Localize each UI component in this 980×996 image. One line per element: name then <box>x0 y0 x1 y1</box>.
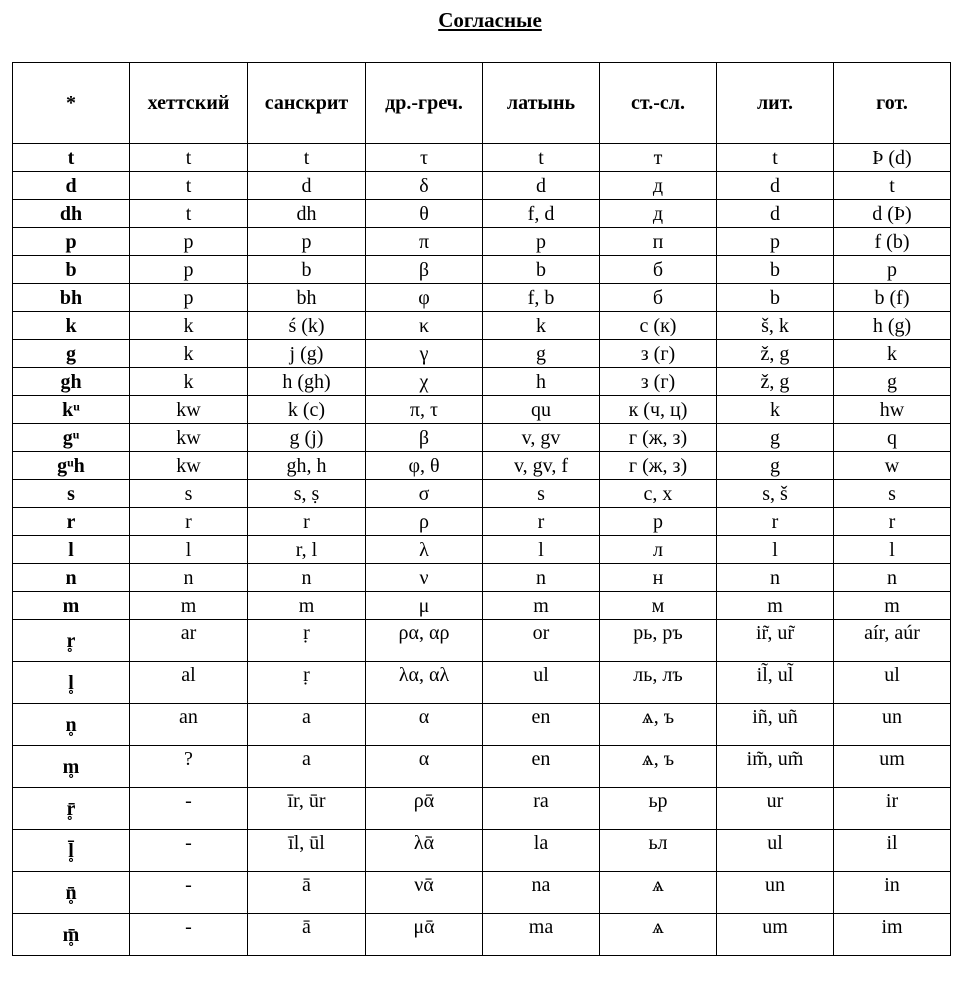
reflex-cell: n <box>483 564 600 592</box>
reflex-cell: d <box>717 200 834 228</box>
reflex-cell: n <box>717 564 834 592</box>
reflex-cell: gh, h <box>248 452 366 480</box>
reflex-cell: ѧ, ъ <box>600 746 717 788</box>
reflex-cell: al <box>130 662 248 704</box>
reflex-cell: m <box>483 592 600 620</box>
reflex-cell: s <box>834 480 951 508</box>
reflex-cell: en <box>483 746 600 788</box>
reflex-cell: r <box>248 508 366 536</box>
table-row <box>13 368 951 396</box>
proto-sound-cell: m̥ <box>13 746 130 788</box>
page-title: Согласные <box>438 8 542 32</box>
reflex-cell: p <box>483 228 600 256</box>
reflex-cell: π <box>366 228 483 256</box>
reflex-cell: r <box>130 508 248 536</box>
reflex-cell: v, gv, f <box>483 452 600 480</box>
reflex-cell: t <box>717 144 834 172</box>
reflex-cell: an <box>130 704 248 746</box>
reflex-cell: k <box>130 340 248 368</box>
reflex-cell: ṛ <box>248 620 366 662</box>
reflex-cell: с (к) <box>600 312 717 340</box>
reflex-cell: ś (k) <box>248 312 366 340</box>
header-cell: санскрит <box>248 63 366 144</box>
proto-sound-cell: r̥̄ <box>13 788 130 830</box>
table-row <box>13 144 951 172</box>
reflex-cell: λᾱ <box>366 830 483 872</box>
reflex-cell: na <box>483 872 600 914</box>
table-row <box>13 914 951 956</box>
reflex-cell: ьл <box>600 830 717 872</box>
reflex-cell: β <box>366 424 483 452</box>
reflex-cell: m <box>717 592 834 620</box>
reflex-cell: б <box>600 284 717 312</box>
table-row <box>13 662 951 704</box>
header-cell: лит. <box>717 63 834 144</box>
proto-sound-cell: kᵘ <box>13 396 130 424</box>
reflex-cell: λ <box>366 536 483 564</box>
reflex-cell: a <box>248 746 366 788</box>
header-cell: хеттский <box>130 63 248 144</box>
reflex-cell: q <box>834 424 951 452</box>
header-cell: латынь <box>483 63 600 144</box>
reflex-cell: п <box>600 228 717 256</box>
proto-sound-cell: gᵘ <box>13 424 130 452</box>
reflex-cell: dh <box>248 200 366 228</box>
reflex-cell: b (f) <box>834 284 951 312</box>
reflex-cell: p <box>130 228 248 256</box>
table-row <box>13 452 951 480</box>
reflex-cell: g <box>717 452 834 480</box>
reflex-cell: n <box>248 564 366 592</box>
reflex-cell: ѧ <box>600 914 717 956</box>
reflex-cell: h (gh) <box>248 368 366 396</box>
table-row <box>13 172 951 200</box>
table-row <box>13 564 951 592</box>
reflex-cell: un <box>834 704 951 746</box>
reflex-cell: φ, θ <box>366 452 483 480</box>
reflex-cell: m <box>248 592 366 620</box>
reflex-cell: ma <box>483 914 600 956</box>
reflex-cell: ž, g <box>717 368 834 396</box>
consonants-table <box>12 62 951 956</box>
reflex-cell: f (b) <box>834 228 951 256</box>
proto-sound-cell: bh <box>13 284 130 312</box>
reflex-cell: ā <box>248 914 366 956</box>
proto-sound-cell: k <box>13 312 130 340</box>
reflex-cell: um <box>717 914 834 956</box>
reflex-cell: л <box>600 536 717 564</box>
reflex-cell: īl, ūl <box>248 830 366 872</box>
proto-sound-cell: l <box>13 536 130 564</box>
table-row <box>13 592 951 620</box>
header-cell: * <box>13 63 130 144</box>
reflex-cell: λα, αλ <box>366 662 483 704</box>
reflex-cell: p <box>717 228 834 256</box>
reflex-cell: ν <box>366 564 483 592</box>
proto-sound-cell: n̥̄ <box>13 872 130 914</box>
reflex-cell: α <box>366 704 483 746</box>
reflex-cell: b <box>717 284 834 312</box>
reflex-cell: ьр <box>600 788 717 830</box>
reflex-cell: t <box>483 144 600 172</box>
reflex-cell: ρᾱ <box>366 788 483 830</box>
reflex-cell: k (c) <box>248 396 366 424</box>
table-row <box>13 830 951 872</box>
reflex-cell: r <box>717 508 834 536</box>
reflex-cell: ar <box>130 620 248 662</box>
reflex-cell: н <box>600 564 717 592</box>
reflex-cell: š, k <box>717 312 834 340</box>
reflex-cell: π, τ <box>366 396 483 424</box>
reflex-cell: г (ж, з) <box>600 452 717 480</box>
reflex-cell: з (г) <box>600 340 717 368</box>
reflex-cell: a <box>248 704 366 746</box>
proto-sound-cell: t <box>13 144 130 172</box>
reflex-cell: t <box>130 200 248 228</box>
reflex-cell: r, l <box>248 536 366 564</box>
reflex-cell: т <box>600 144 717 172</box>
reflex-cell: б <box>600 256 717 284</box>
reflex-cell: ir <box>834 788 951 830</box>
reflex-cell: g <box>717 424 834 452</box>
reflex-cell: m <box>130 592 248 620</box>
reflex-cell: bh <box>248 284 366 312</box>
table-row <box>13 788 951 830</box>
reflex-cell: il̃, ul̃ <box>717 662 834 704</box>
reflex-cell: κ <box>366 312 483 340</box>
reflex-cell: ? <box>130 746 248 788</box>
reflex-cell: ѧ, ъ <box>600 704 717 746</box>
reflex-cell: ѧ <box>600 872 717 914</box>
reflex-cell: k <box>717 396 834 424</box>
reflex-cell: ль, лъ <box>600 662 717 704</box>
reflex-cell: з (г) <box>600 368 717 396</box>
table-row <box>13 872 951 914</box>
reflex-cell: - <box>130 872 248 914</box>
reflex-cell: μ <box>366 592 483 620</box>
reflex-cell: рь, ръ <box>600 620 717 662</box>
reflex-cell: Þ (d) <box>834 144 951 172</box>
reflex-cell: k <box>483 312 600 340</box>
reflex-cell: s, š <box>717 480 834 508</box>
reflex-cell: s <box>483 480 600 508</box>
reflex-cell: f, b <box>483 284 600 312</box>
header-row <box>13 63 951 144</box>
reflex-cell: p <box>130 256 248 284</box>
reflex-cell: iñ, uñ <box>717 704 834 746</box>
reflex-cell: d <box>483 172 600 200</box>
reflex-cell: im̃, um̃ <box>717 746 834 788</box>
reflex-cell: l <box>717 536 834 564</box>
table-row <box>13 424 951 452</box>
proto-sound-cell: l̥ <box>13 662 130 704</box>
reflex-cell: χ <box>366 368 483 396</box>
table-row <box>13 284 951 312</box>
table-row <box>13 340 951 368</box>
reflex-cell: un <box>717 872 834 914</box>
table-row <box>13 704 951 746</box>
reflex-cell: um <box>834 746 951 788</box>
header-cell: ст.-сл. <box>600 63 717 144</box>
proto-sound-cell: r̥ <box>13 620 130 662</box>
reflex-cell: νᾱ <box>366 872 483 914</box>
proto-sound-cell: l̥̄ <box>13 830 130 872</box>
reflex-cell: l <box>130 536 248 564</box>
reflex-cell: - <box>130 914 248 956</box>
reflex-cell: μᾱ <box>366 914 483 956</box>
reflex-cell: k <box>130 368 248 396</box>
reflex-cell: м <box>600 592 717 620</box>
reflex-cell: g <box>834 368 951 396</box>
reflex-cell: kw <box>130 424 248 452</box>
reflex-cell: or <box>483 620 600 662</box>
reflex-cell: d (Þ) <box>834 200 951 228</box>
reflex-cell: h (g) <box>834 312 951 340</box>
table-row <box>13 508 951 536</box>
reflex-cell: ž, g <box>717 340 834 368</box>
reflex-cell: р <box>600 508 717 536</box>
reflex-cell: θ <box>366 200 483 228</box>
reflex-cell: д <box>600 200 717 228</box>
reflex-cell: τ <box>366 144 483 172</box>
reflex-cell: f, d <box>483 200 600 228</box>
reflex-cell: p <box>130 284 248 312</box>
reflex-cell: j (g) <box>248 340 366 368</box>
reflex-cell: en <box>483 704 600 746</box>
reflex-cell: l <box>483 536 600 564</box>
header-cell: гот. <box>834 63 951 144</box>
proto-sound-cell: g <box>13 340 130 368</box>
reflex-cell: m <box>834 592 951 620</box>
table-row <box>13 312 951 340</box>
reflex-cell: kw <box>130 396 248 424</box>
proto-sound-cell: p <box>13 228 130 256</box>
reflex-cell: im <box>834 914 951 956</box>
table-row <box>13 746 951 788</box>
reflex-cell: v, gv <box>483 424 600 452</box>
reflex-cell: il <box>834 830 951 872</box>
reflex-cell: - <box>130 788 248 830</box>
reflex-cell: г (ж, з) <box>600 424 717 452</box>
proto-sound-cell: d <box>13 172 130 200</box>
reflex-cell: k <box>834 340 951 368</box>
reflex-cell: b <box>717 256 834 284</box>
reflex-cell: p <box>834 256 951 284</box>
reflex-cell: ur <box>717 788 834 830</box>
reflex-cell: hw <box>834 396 951 424</box>
reflex-cell: ir̃, ur̃ <box>717 620 834 662</box>
reflex-cell: r <box>834 508 951 536</box>
reflex-cell: g <box>483 340 600 368</box>
proto-sound-cell: n̥ <box>13 704 130 746</box>
reflex-cell: с, х <box>600 480 717 508</box>
proto-sound-cell: b <box>13 256 130 284</box>
proto-sound-cell: m̥̄ <box>13 914 130 956</box>
table-row <box>13 396 951 424</box>
reflex-cell: ul <box>717 830 834 872</box>
reflex-cell: ρ <box>366 508 483 536</box>
proto-sound-cell: r <box>13 508 130 536</box>
reflex-cell: aír, aúr <box>834 620 951 662</box>
reflex-cell: - <box>130 830 248 872</box>
reflex-cell: p <box>248 228 366 256</box>
proto-sound-cell: n <box>13 564 130 592</box>
table-row <box>13 256 951 284</box>
proto-sound-cell: s <box>13 480 130 508</box>
reflex-cell: w <box>834 452 951 480</box>
reflex-cell: in <box>834 872 951 914</box>
table-row <box>13 620 951 662</box>
reflex-cell: ṛ <box>248 662 366 704</box>
reflex-cell: īr, ūr <box>248 788 366 830</box>
reflex-cell: n <box>834 564 951 592</box>
reflex-cell: γ <box>366 340 483 368</box>
reflex-cell: r <box>483 508 600 536</box>
reflex-cell: d <box>248 172 366 200</box>
reflex-cell: l <box>834 536 951 564</box>
header-cell: др.-греч. <box>366 63 483 144</box>
table-row <box>13 228 951 256</box>
reflex-cell: к (ч, ц) <box>600 396 717 424</box>
reflex-cell: t <box>130 144 248 172</box>
reflex-cell: n <box>130 564 248 592</box>
proto-sound-cell: gh <box>13 368 130 396</box>
reflex-cell: s <box>130 480 248 508</box>
table-row <box>13 536 951 564</box>
reflex-cell: b <box>248 256 366 284</box>
reflex-cell: α <box>366 746 483 788</box>
proto-sound-cell: m <box>13 592 130 620</box>
reflex-cell: φ <box>366 284 483 312</box>
reflex-cell: qu <box>483 396 600 424</box>
reflex-cell: d <box>717 172 834 200</box>
reflex-cell: b <box>483 256 600 284</box>
reflex-cell: д <box>600 172 717 200</box>
table-row <box>13 480 951 508</box>
reflex-cell: kw <box>130 452 248 480</box>
proto-sound-cell: gᵘh <box>13 452 130 480</box>
reflex-cell: t <box>834 172 951 200</box>
reflex-cell: la <box>483 830 600 872</box>
table-row <box>13 200 951 228</box>
reflex-cell: t <box>130 172 248 200</box>
reflex-cell: s, ṣ <box>248 480 366 508</box>
reflex-cell: σ <box>366 480 483 508</box>
reflex-cell: ā <box>248 872 366 914</box>
proto-sound-cell: dh <box>13 200 130 228</box>
reflex-cell: t <box>248 144 366 172</box>
reflex-cell: k <box>130 312 248 340</box>
reflex-cell: ρα, αρ <box>366 620 483 662</box>
reflex-cell: h <box>483 368 600 396</box>
reflex-cell: ul <box>834 662 951 704</box>
reflex-cell: ra <box>483 788 600 830</box>
reflex-cell: β <box>366 256 483 284</box>
reflex-cell: δ <box>366 172 483 200</box>
reflex-cell: g (j) <box>248 424 366 452</box>
reflex-cell: ul <box>483 662 600 704</box>
